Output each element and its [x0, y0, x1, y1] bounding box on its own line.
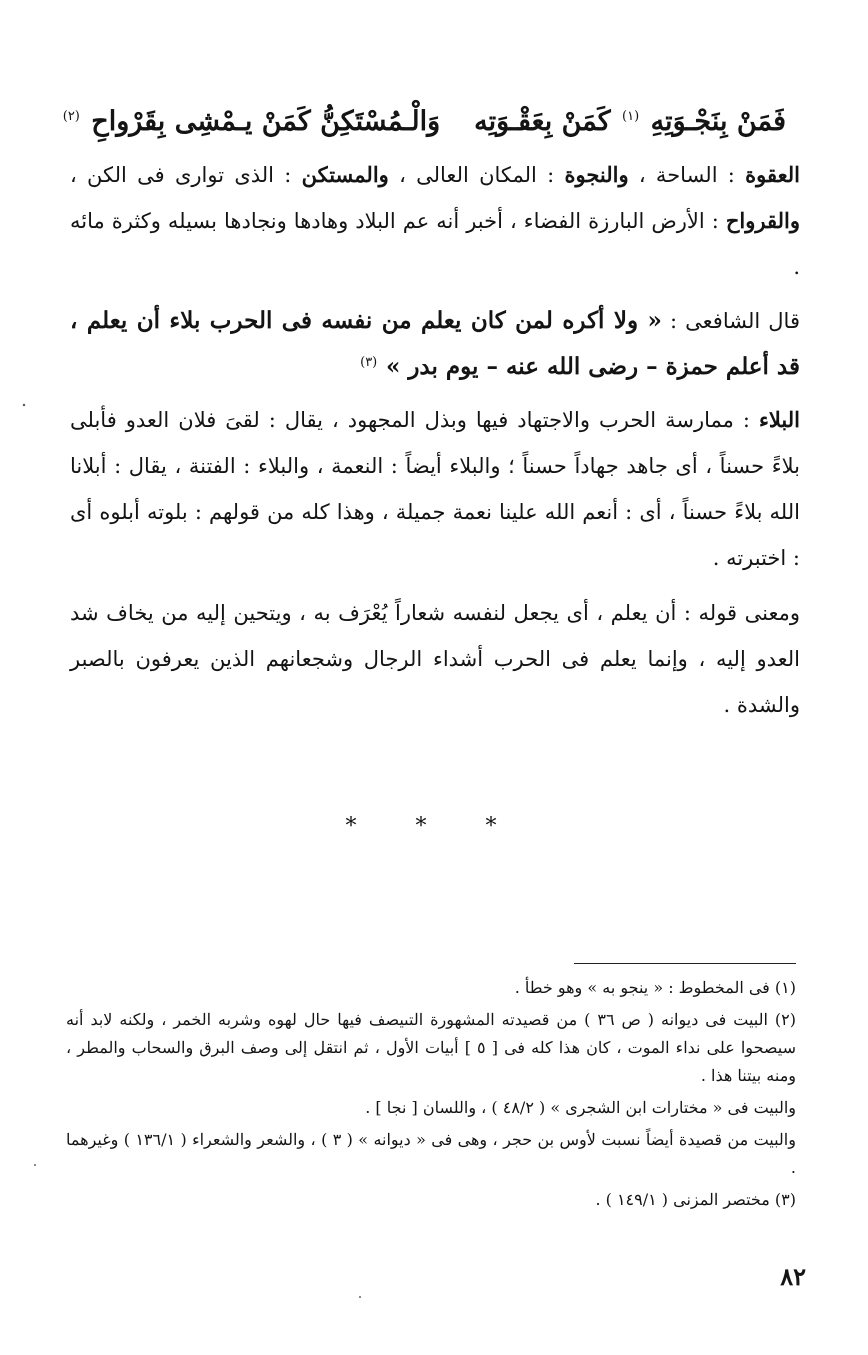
footnote-2-note-a: والبيت فى « مختارات ابن الشجرى » ( ٤٨/٢ ) ، واللسان [ نجا ] .	[365, 1098, 796, 1117]
footnote-ref-2: (٢)	[62, 109, 80, 124]
footnote-ref-3: (٣)	[360, 355, 378, 370]
footnote-ref-1: (١)	[622, 109, 640, 124]
shafii-quote: « ولا أكره لمن كان يعلم من نفسه فى الحرب بلاء أن يعلم ، قد أعلم حمزة – رضى الله عنه – يوم بدر »	[70, 307, 800, 380]
balaa-definition: : ممارسة الحرب والاجتهاد فيها وبذل المجهود ، يقال : لقىَ فلان العدو فأبلى بلاءً حسناً ، أى جاهد جهاداً حسناً ؛ والبلاء أيضاً : النعمة ، والبلاء : الفتنة ، يقال : أبلانا الله بلاءً حسناً ، أى : أنعم الله علينا نعمة جميلة ، وهذا كله من قولهم : بلوته أبلوه أى : اختبرته .	[70, 408, 800, 570]
term-qirwah: والقرواح	[725, 208, 800, 233]
footnote-2: (٢) البيت فى ديوانه ( ص ٣٦ ) من قصيدته المشهورة التىيصف فيها حال لهوه وشربه الخمر ، ولكنه لابد أنه سيصحوا على نداء الموت ، كان هذا كله فى [ ٥ ] أبيات الأول ، ثم انتقل إلى وصف البرق والسحاب والمطر ، ومنه بيتنا هذا .	[66, 1010, 797, 1085]
verse-part-3: وَالْـمُسْتَكِنُّ كَمَنْ يـمْشِى بِقَرْواحِ	[91, 106, 441, 137]
term-najwa: والنجوة	[564, 162, 629, 187]
section-separator: * * *	[345, 814, 523, 839]
gloss-text: : المكان العالى ،	[388, 163, 565, 187]
footnote-2-note-b: والبيت من قصيدة أيضاً نسبت لأوس بن حجر ، وهى فى « ديوانه » ( ٣ ) ، والشعر والشعراء ( ١٣٦/١ ) وغيرهما .	[66, 1130, 796, 1177]
term-balaa: البلاء	[759, 407, 800, 432]
gloss-text: : الذى توارى فى الكن ،	[70, 163, 302, 187]
footnote-3: (٣) مختصر المزنى ( ١٤٩/١ ) .	[595, 1190, 796, 1209]
quote-intro: قال الشافعى :	[661, 309, 800, 333]
term-aqwa: العقوة	[745, 162, 800, 187]
term-mustakin: والمستكن	[301, 162, 389, 187]
verse-part-1: فَمَنْ بِنَجْـوَتِهِ	[650, 106, 786, 137]
meaning-text: ومعنى قوله : أن يعلم ، أى يجعل لنفسه شعاراً يُعْرَف به ، ويتحين إليه من يخاف شد العدو إليه ، وإنما يعلم فى الحرب أشداء الرجال وشجعانهم الذين يعرفون بالصبر والشدة .	[70, 601, 800, 717]
footnote-1: (١) فى المخطوط : « ينجو به » وهو خطأ .	[514, 978, 796, 997]
gloss-text: : الأرض البارزة الفضاء ، أخبر أنه عم البلاد وهادها ونجادها بسيله وكثرة مائه .	[70, 209, 800, 279]
page-number: ٨٢	[780, 1262, 806, 1291]
gloss-text: : الساحة ،	[628, 163, 746, 187]
verse-part-2: كَمَنْ بِعَقْـوَتِه	[474, 106, 611, 137]
